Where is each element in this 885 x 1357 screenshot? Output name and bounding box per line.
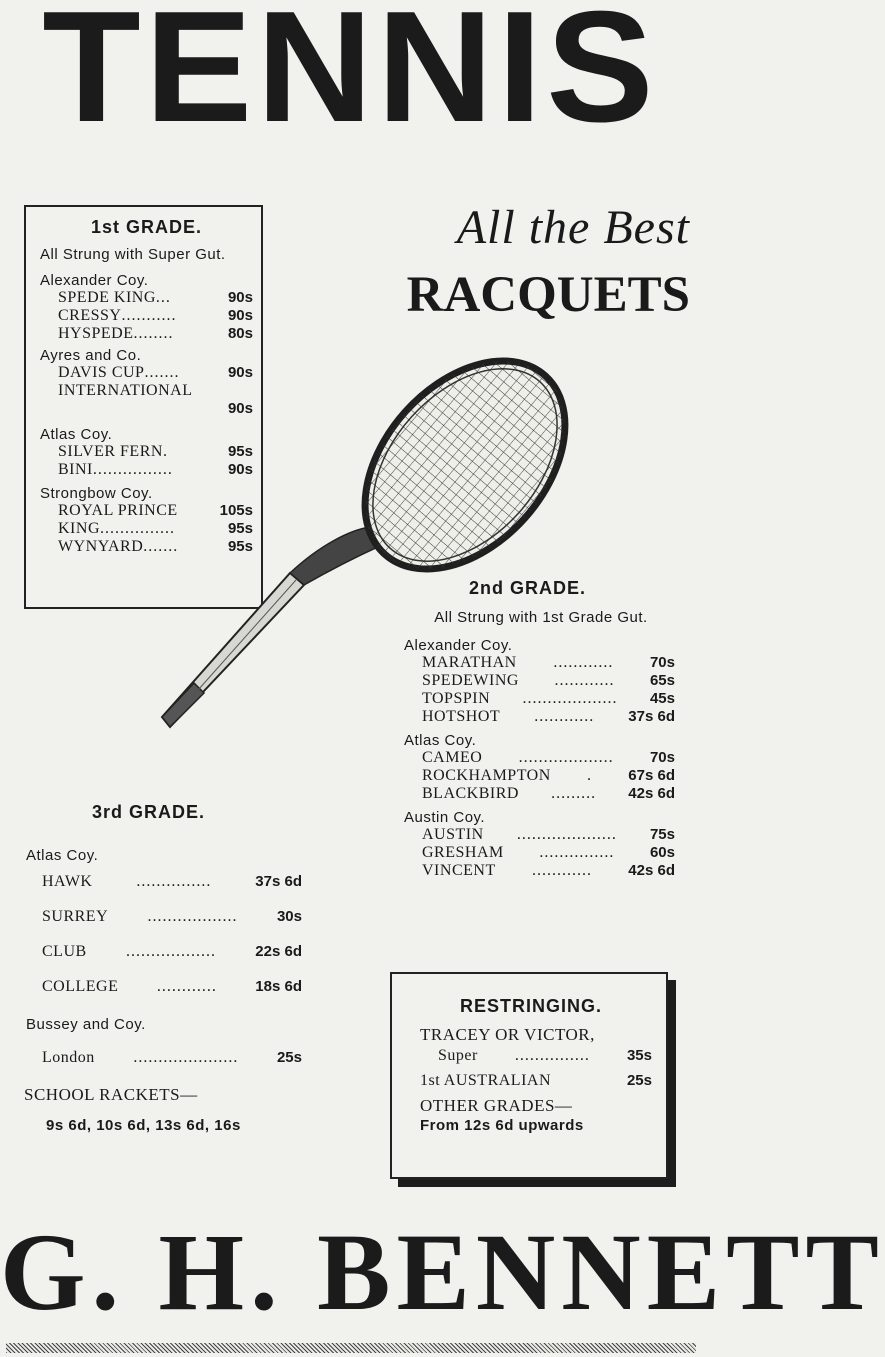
price-row: CAMEO ................... 70s xyxy=(422,749,675,766)
price-row: BINI ................ 90s xyxy=(58,461,253,478)
second-grade-title: 2nd GRADE. xyxy=(468,578,586,598)
first-grade-note: All Strung with Super Gut. xyxy=(40,246,226,263)
maker-label: Bussey and Coy. xyxy=(26,1016,146,1033)
maker-label: Atlas Coy. xyxy=(40,426,113,443)
restringing-title: RESTRINGING. xyxy=(459,996,602,1016)
school-rackets-prices: 9s 6d, 10s 6d, 13s 6d, 16s xyxy=(46,1117,241,1134)
price-row: KING ............... 95s xyxy=(58,520,253,537)
price-row: Super ............... 35s xyxy=(438,1047,652,1064)
second-grade-section xyxy=(400,578,675,880)
maker-label: Alexander Coy. xyxy=(40,272,149,289)
price-row: SILVER FERN . 95s xyxy=(58,443,253,460)
school-rackets-label: SCHOOL RACKETS— xyxy=(24,1085,198,1104)
price-row: HOTSHOT ............ 37s 6d xyxy=(422,708,675,725)
footer-rule xyxy=(6,1343,696,1353)
restringing-other: OTHER GRADES— xyxy=(420,1096,573,1115)
store-name: G. H. BENNETT xyxy=(0,1211,885,1333)
maker-label: Ayres and Co. xyxy=(40,347,142,364)
price-row: SURREY .................. 30s xyxy=(42,908,302,925)
price-row: DAVIS CUP ....... 90s xyxy=(58,364,253,381)
price-row: CRESSY ........... 90s xyxy=(58,307,253,324)
price-row: SPEDEWING ............ 65s xyxy=(422,672,675,689)
price-row: MARATHAN ............ 70s xyxy=(422,654,675,671)
price-row: VINCENT ............ 42s 6d xyxy=(422,862,675,879)
third-grade-title: 3rd GRADE. xyxy=(92,802,206,822)
third-grade-section xyxy=(22,802,302,1134)
price-row: HYSPEDE ........ 80s xyxy=(58,325,253,342)
price-row: WYNYARD ....... 95s xyxy=(58,538,253,555)
maker-label: Atlas Coy. xyxy=(404,732,477,749)
price-row: CLUB .................. 22s 6d xyxy=(42,943,302,960)
price-row: TOPSPIN ................... 45s xyxy=(422,690,675,707)
tagline: All the Best xyxy=(456,201,690,254)
price-row: London ..................... 25s xyxy=(42,1049,302,1066)
price-row: SPEDE KING ... 90s xyxy=(58,289,253,306)
price-row: AUSTIN .................... 75s xyxy=(422,826,675,843)
price-row: ROYAL PRINCE 105s xyxy=(58,502,253,519)
second-grade-note: All Strung with 1st Grade Gut. xyxy=(434,609,648,626)
maker-label: Austin Coy. xyxy=(404,809,486,826)
price-row: INTERNATIONAL xyxy=(58,382,193,399)
price-row: 1st AUSTRALIAN 25s xyxy=(420,1072,652,1089)
restringing-line: TRACEY OR VICTOR, xyxy=(420,1025,595,1044)
maker-label: Strongbow Coy. xyxy=(40,485,153,502)
price-row: 90s xyxy=(227,400,253,417)
maker-label: Atlas Coy. xyxy=(26,847,99,864)
restringing-box xyxy=(390,972,668,1179)
first-grade-title: 1st GRADE. xyxy=(90,217,203,237)
price-row: HAWK ............... 37s 6d xyxy=(42,873,302,890)
maker-label: Alexander Coy. xyxy=(404,637,513,654)
price-row: GRESHAM ............... 60s xyxy=(422,844,675,861)
price-row: ROCKHAMPTON . 67s 6d xyxy=(422,767,675,784)
price-row: BLACKBIRD ......... 42s 6d xyxy=(422,785,675,802)
headline: TENNIS xyxy=(42,0,658,155)
restringing-from: From 12s 6d upwards xyxy=(420,1117,584,1134)
price-row: COLLEGE ............ 18s 6d xyxy=(42,978,302,995)
tagline-racquets: RACQUETS xyxy=(406,267,690,323)
